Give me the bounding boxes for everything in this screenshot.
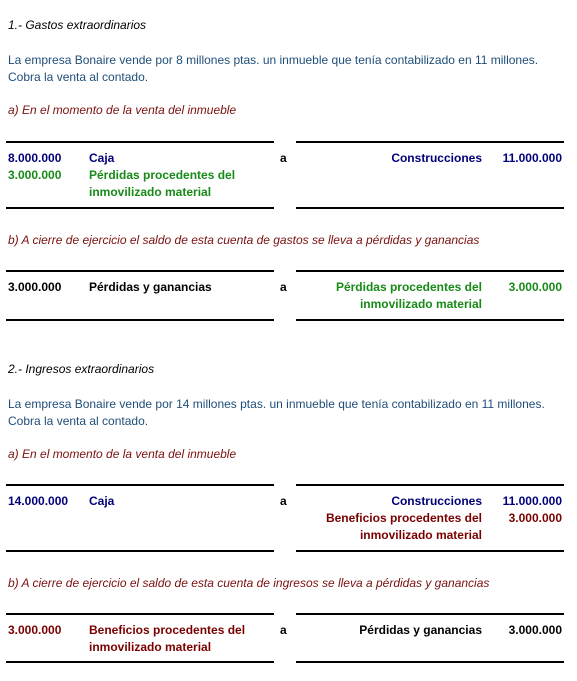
section2-step-b: b) A cierre de ejercicio el saldo de esta cuenta de ingresos se lleva a pérdidas y ganancias [8,576,490,590]
debit-account: Pérdidas y ganancias [89,280,212,294]
entry-rule-bottom-right [296,207,564,209]
entry-rule-bottom-left [6,207,274,209]
section2-step-a: a) En el momento de la venta del inmueble [8,447,237,461]
connector-a: a [280,623,287,637]
entry-rule-bottom-right [296,319,564,321]
credit-account: Pérdidas y ganancias [359,623,482,637]
debit-amount: 3.000.000 [8,168,62,182]
credit-amount: 3.000.000 [508,511,562,525]
entry-rule-top-left [6,270,274,272]
debit-amount: 3.000.000 [8,623,62,637]
credit-account: Construcciones [391,494,482,508]
debit-amount: 3.000.000 [8,280,62,294]
debit-account: Pérdidas procedentes del inmovilizado material [89,168,236,199]
entry-rule-top-right [296,270,564,272]
credit-amount: 3.000.000 [508,280,562,294]
entry-rule-top-right [296,613,564,615]
debit-account: Beneficios procedentes del inmovilizado material [89,623,246,654]
credit-amount: 3.000.000 [508,623,562,637]
entry-rule-top-right [296,141,564,143]
connector-a: a [280,280,287,294]
entry-rule-top-left [6,141,274,143]
section1-description: La empresa Bonaire vende por 8 millones ptas. un inmueble que tenía contabilizado en 11 millones. Cobra la venta al contado. [8,53,539,84]
section1-title: 1.- Gastos extraordinarios [8,18,147,32]
entry-rule-top-left [6,613,274,615]
entry-rule-bottom-right [296,661,564,663]
entry-rule-top-right [296,484,564,486]
section2-description: La empresa Bonaire vende por 14 millones ptas. un inmueble que tenía contabilizado en 11 millones. Cobra la venta al contado. [8,397,545,428]
entry-rule-bottom-left [6,550,274,552]
credit-amount: 11.000.000 [502,494,562,508]
section1-step-b: b) A cierre de ejercicio el saldo de esta cuenta de gastos se lleva a pérdidas y ganancias [8,233,480,247]
entry-rule-bottom-left [6,661,274,663]
debit-amount: 14.000.000 [8,494,69,508]
connector-a: a [280,494,287,508]
debit-account: Caja [89,151,115,165]
debit-account: Caja [89,494,115,508]
section2-title: 2.- Ingresos extraordinarios [8,362,155,376]
entry-rule-top-left [6,484,274,486]
connector-a: a [280,151,287,165]
credit-amount: 11.000.000 [502,151,562,165]
credit-account: Construcciones [391,151,482,165]
credit-account: Beneficios procedentes del inmovilizado material [325,511,482,542]
section1-step-a: a) En el momento de la venta del inmueble [8,103,237,117]
entry-rule-bottom-left [6,319,274,321]
credit-account: Pérdidas procedentes del inmovilizado material [335,280,482,311]
entry-rule-bottom-right [296,550,564,552]
debit-amount: 8.000.000 [8,151,62,165]
